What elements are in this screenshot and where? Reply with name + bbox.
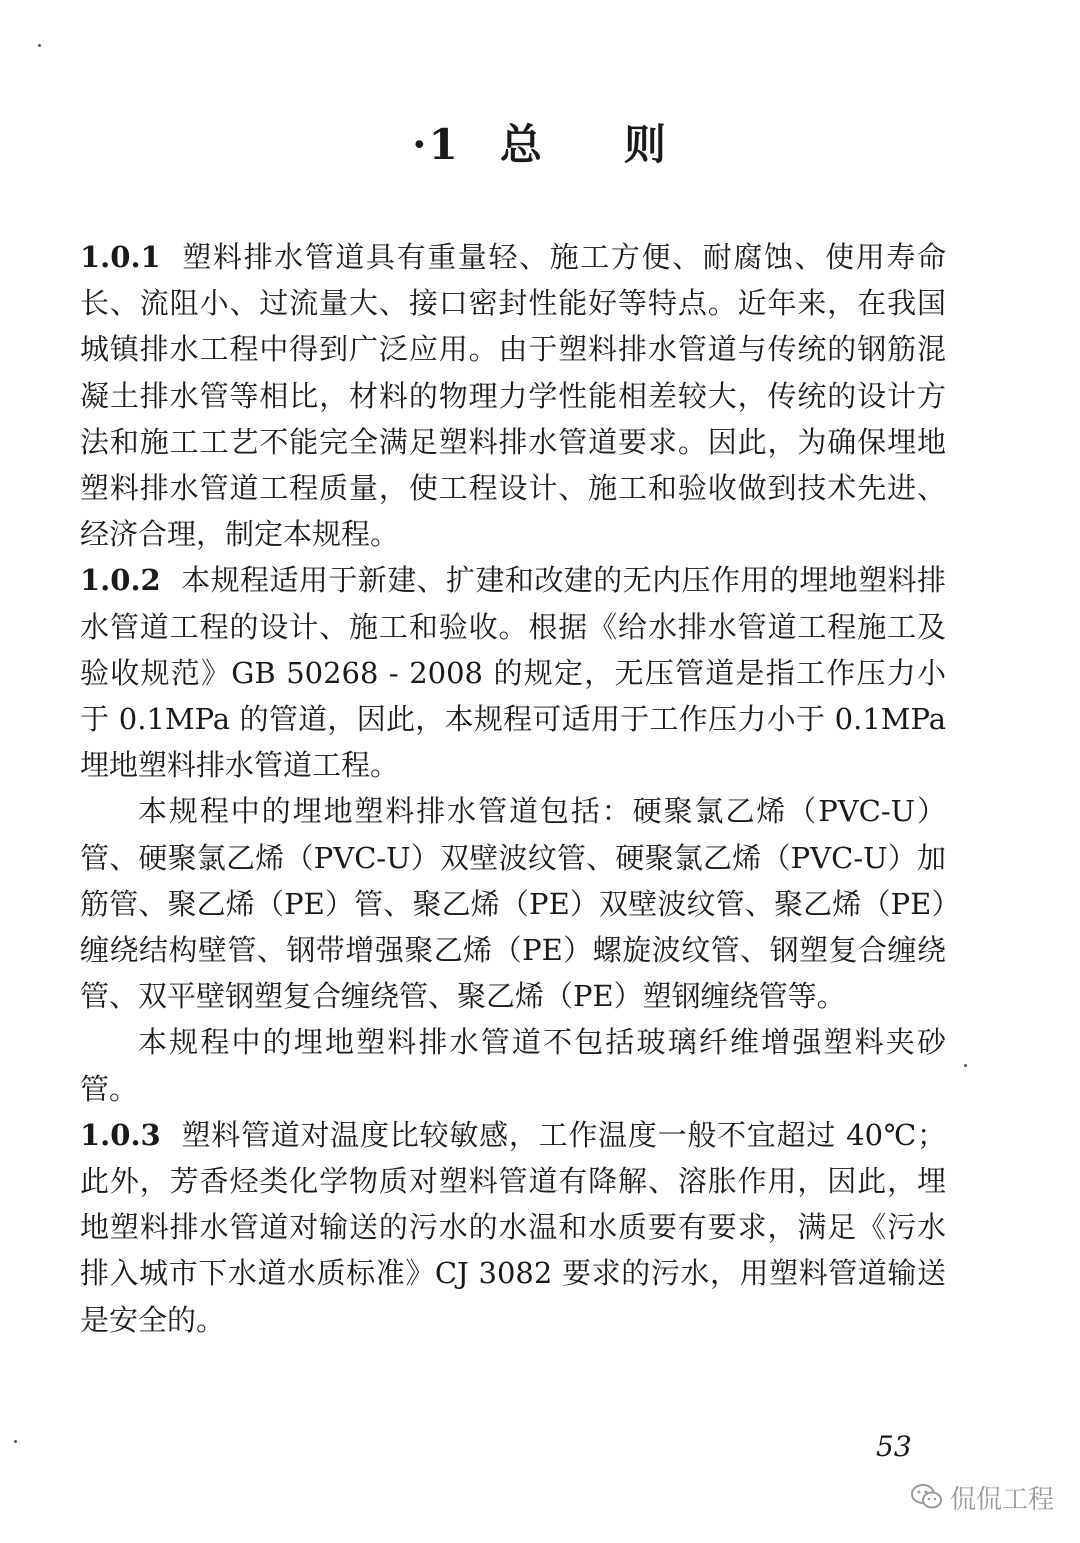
clause-1-0-2-paragraph-3: 本规程中的埋地塑料排水管道不包括玻璃纤维增强塑料夹砂管。 xyxy=(80,1025,946,1106)
chapter-title xyxy=(0,112,1080,172)
scan-speck xyxy=(14,1440,17,1443)
chapter-number: ·1 xyxy=(412,120,460,169)
clause-1-0-2-paragraph-2: 本规程中的埋地塑料排水管道包括：硬聚氯乙烯（PVC-U）管、硬聚氯乙烯（PVC-U）双壁波纹管、硬聚氯乙烯（PVC-U）加筋管、聚乙烯（PE）管、聚乙烯（PE）双壁波纹管、聚乙烯（PE）缠绕结构壁管、钢带增强聚乙烯（PE）螺旋波纹管、钢塑复合缠绕管、双平壁钢塑复合缠绕管、聚乙烯（PE）塑钢缠绕管等。 xyxy=(80,794,946,1014)
clause-text: 塑料排水管道具有重量轻、施工方便、耐腐蚀、使用寿命长、流阻小、过流量大、接口密封性能好等特点。近年来，在我国城镇排水工程中得到广泛应用。由于塑料排水管道与传统的钢筋混凝土排水管等相比，材料的物理力学性能相差较大，传统的设计方法和施工工艺不能完全满足塑料排水管道要求。因此，为确保埋地塑料排水管道工程质量，使工程设计、施工和验收做到技术先进、经济合理，制定本规程。 xyxy=(80,240,946,552)
clause-1-0-2 xyxy=(80,557,946,788)
clause-text: 塑料管道对温度比较敏感，工作温度一般不宜超过 40℃；此外，芳香烃类化学物质对塑料管道有降解、溶胀作用，因此，埋地塑料排水管道对输送的污水的水温和水质要有要求，满足《污水排入城市下水道水质标准》CJ 3082 要求的污水，用塑料管道输送是安全的。 xyxy=(80,1117,946,1337)
page-number: 53 xyxy=(876,1430,912,1463)
clause-number: 1.0.3 xyxy=(80,1117,161,1152)
watermark xyxy=(910,1480,1054,1514)
clause-1-0-1 xyxy=(80,234,946,557)
clause-text: 本规程适用于新建、扩建和改建的无内压作用的埋地塑料排水管道工程的设计、施工和验收。根据《给水排水管道工程施工及验收规范》GB 50268 - 2008 的规定，无压管道是指工作压力小于 0.1MPa 的管道，因此，本规程可适用于工作压力小于 0.1MPa 埋地塑料排水管道工程。 xyxy=(80,563,946,783)
wechat-icon xyxy=(910,1482,944,1512)
clause-number: 1.0.2 xyxy=(80,563,161,598)
clause-1-0-3 xyxy=(80,1112,946,1343)
clause-number: 1.0.1 xyxy=(80,240,161,274)
scan-speck xyxy=(964,1064,967,1067)
chapter-title-char-2: 则 xyxy=(623,120,668,169)
scan-speck xyxy=(38,44,41,47)
body-text xyxy=(80,234,946,1343)
chapter-title-char-1: 总 xyxy=(499,120,544,169)
watermark-text: 侃侃工程 xyxy=(950,1484,1055,1515)
